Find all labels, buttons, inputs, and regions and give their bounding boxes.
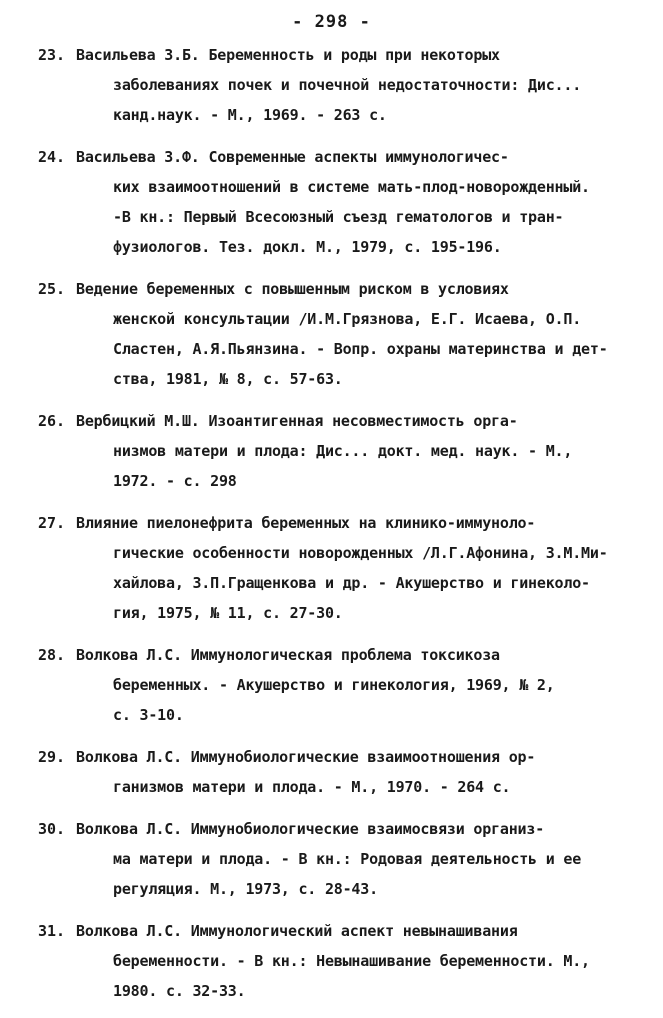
entry-line: Васильева З.Ф. Современные аспекты иммунологичес- bbox=[76, 148, 509, 166]
entry-number: 23. bbox=[38, 46, 66, 64]
entry-line: Сластен, А.Я.Пьянзина. - Вопр. охраны материнства и дет- bbox=[113, 340, 608, 358]
bibliography-entry bbox=[0, 40, 663, 130]
bibliography-entry bbox=[0, 814, 663, 904]
entry-line: заболеваниях почек и почечной недостаточности: Дис... bbox=[113, 76, 582, 94]
entry-line: 1972. - с. 298 bbox=[113, 472, 237, 490]
entry-line: ма матери и плода. - В кн.: Родовая деятельность и ее bbox=[113, 850, 582, 868]
bibliography-entry bbox=[0, 508, 663, 628]
bibliography-entry bbox=[0, 640, 663, 730]
bibliography-entry bbox=[0, 142, 663, 262]
entry-number: 30. bbox=[38, 820, 66, 838]
entry-number: 26. bbox=[38, 412, 66, 430]
entry-line: Волкова Л.С. Иммунологический аспект невынашивания bbox=[76, 922, 518, 940]
entry-line: -В кн.: Первый Всесоюзный съезд гематологов и тран- bbox=[113, 208, 564, 226]
entry-line: низмов матери и плода: Дис... докт. мед. наук. - М., bbox=[113, 442, 573, 460]
entry-line: беременности. - В кн.: Невынашивание беременности. М., bbox=[113, 952, 590, 970]
entry-line: канд.наук. - М., 1969. - 263 с. bbox=[113, 106, 387, 124]
entry-number: 25. bbox=[38, 280, 66, 298]
entry-line: Волкова Л.С. Иммунологическая проблема токсикоза bbox=[76, 646, 500, 664]
entry-number: 28. bbox=[38, 646, 66, 664]
entry-number: 29. bbox=[38, 748, 66, 766]
bibliography-entry bbox=[0, 742, 663, 802]
bibliography-list bbox=[0, 40, 663, 1018]
entry-line: женской консультации /И.М.Грязнова, Е.Г. Исаева, О.П. bbox=[113, 310, 582, 328]
entry-line: Влияние пиелонефрита беременных на клинико-иммуноло- bbox=[76, 514, 536, 532]
page-number: - 298 - bbox=[292, 12, 371, 32]
entry-line: Вербицкий М.Ш. Изоантигенная несовместимость орга- bbox=[76, 412, 518, 430]
entry-line: регуляция. М., 1973, с. 28-43. bbox=[113, 880, 378, 898]
entry-line: ства, 1981, № 8, с. 57-63. bbox=[113, 370, 343, 388]
entry-number: 24. bbox=[38, 148, 66, 166]
entry-line: Ведение беременных с повышенным риском в условиях bbox=[76, 280, 509, 298]
entry-line: Волкова Л.С. Иммунобиологические взаимосвязи организ- bbox=[76, 820, 545, 838]
bibliography-entry bbox=[0, 274, 663, 394]
bibliography-entry bbox=[0, 406, 663, 496]
entry-line: Волкова Л.С. Иммунобиологические взаимоотношения ор- bbox=[76, 748, 536, 766]
entry-line: ганизмов матери и плода. - М., 1970. - 264 с. bbox=[113, 778, 511, 796]
entry-number: 27. bbox=[38, 514, 66, 532]
entry-line: с. 3-10. bbox=[113, 706, 184, 724]
entry-line: гия, 1975, № 11, с. 27-30. bbox=[113, 604, 343, 622]
entry-line: беременных. - Акушерство и гинекология, 1969, № 2, bbox=[113, 676, 555, 694]
entry-number: 31. bbox=[38, 922, 66, 940]
entry-line: гические особенности новорожденных /Л.Г.Афонина, З.М.Ми- bbox=[113, 544, 608, 562]
entry-line: 1980. с. 32-33. bbox=[113, 982, 246, 1000]
entry-line: хайлова, З.П.Гращенкова и др. - Акушерство и гинеколо- bbox=[113, 574, 590, 592]
entry-line: Васильева З.Б. Беременность и роды при некоторых bbox=[76, 46, 500, 64]
entry-line: ких взаимоотношений в системе мать-плод-новорожденный. bbox=[113, 178, 590, 196]
bibliography-entry bbox=[0, 916, 663, 1006]
entry-line: фузиологов. Тез. докл. М., 1979, с. 195-196. bbox=[113, 238, 502, 256]
